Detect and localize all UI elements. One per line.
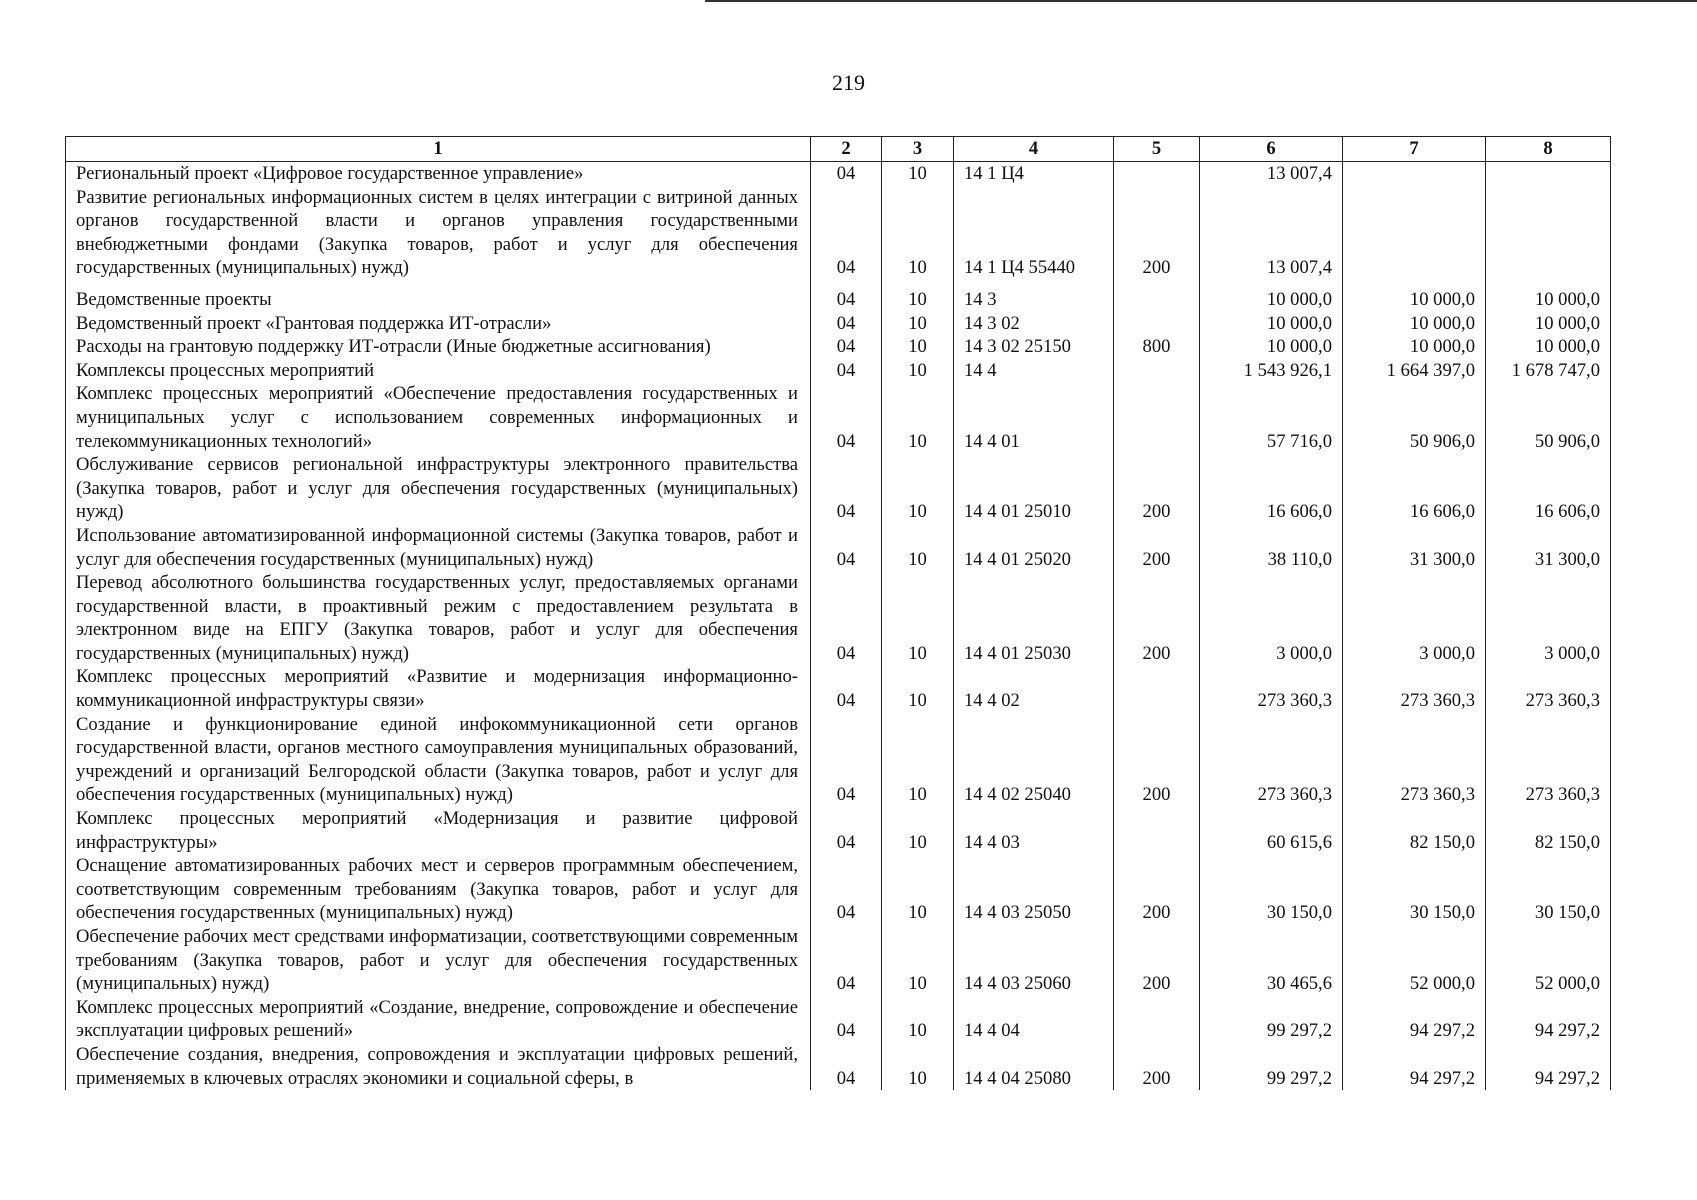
expense-type-code — [1114, 162, 1200, 186]
spacer-cell — [1343, 280, 1486, 288]
amount-col-7: 50 906,0 — [1343, 382, 1486, 453]
target-article-code: 14 4 03 25050 — [954, 854, 1114, 925]
column-header-8: 8 — [1486, 137, 1611, 162]
amount-col-6: 99 297,2 — [1200, 1043, 1343, 1090]
amount-col-7: 30 150,0 — [1343, 854, 1486, 925]
amount-col-8: 50 906,0 — [1486, 382, 1611, 453]
row-spacer — [66, 280, 1611, 288]
item-name: Комплекс процессных мероприятий «Развитие и модернизация информационно-коммуникационной инфраструктуры связи» — [66, 665, 811, 712]
amount-col-6: 10 000,0 — [1200, 312, 1343, 336]
spacer-cell — [1114, 280, 1200, 288]
header-row — [66, 137, 1611, 162]
subsection-code: 10 — [882, 288, 954, 312]
amount-col-8: 3 000,0 — [1486, 571, 1611, 665]
section-code: 04 — [811, 925, 882, 996]
expense-type-code: 200 — [1114, 524, 1200, 571]
amount-col-6: 57 716,0 — [1200, 382, 1343, 453]
expense-type-code — [1114, 665, 1200, 712]
spacer-cell — [882, 280, 954, 288]
subsection-code: 10 — [882, 665, 954, 712]
expense-type-code — [1114, 996, 1200, 1043]
subsection-code: 10 — [882, 312, 954, 336]
column-header-2: 2 — [811, 137, 882, 162]
section-code: 04 — [811, 335, 882, 359]
amount-col-7: 10 000,0 — [1343, 312, 1486, 336]
subsection-code: 10 — [882, 359, 954, 383]
column-header-6: 6 — [1200, 137, 1343, 162]
item-name: Комплекс процессных мероприятий «Обеспечение предоставления государственных и муниципальных услуг с использованием современных информационных и телекоммуникационных технологий» — [66, 382, 811, 453]
amount-col-7: 94 297,2 — [1343, 1043, 1486, 1090]
amount-col-8: 10 000,0 — [1486, 288, 1611, 312]
expense-type-code — [1114, 382, 1200, 453]
column-header-3: 3 — [882, 137, 954, 162]
amount-col-7: 16 606,0 — [1343, 453, 1486, 524]
amount-col-8: 1 678 747,0 — [1486, 359, 1611, 383]
subsection-code: 10 — [882, 713, 954, 807]
amount-col-6: 273 360,3 — [1200, 665, 1343, 712]
section-code: 04 — [811, 524, 882, 571]
table-row — [66, 925, 1611, 996]
amount-col-6: 13 007,4 — [1200, 186, 1343, 280]
amount-col-6: 16 606,0 — [1200, 453, 1343, 524]
section-code: 04 — [811, 312, 882, 336]
section-code: 04 — [811, 359, 882, 383]
amount-col-8: 10 000,0 — [1486, 335, 1611, 359]
section-code: 04 — [811, 854, 882, 925]
target-article-code: 14 3 — [954, 288, 1114, 312]
table-row — [66, 312, 1611, 336]
section-code: 04 — [811, 1043, 882, 1090]
expense-type-code: 200 — [1114, 186, 1200, 280]
amount-col-6: 38 110,0 — [1200, 524, 1343, 571]
section-code: 04 — [811, 713, 882, 807]
top-border-line — [705, 0, 1697, 2]
section-code: 04 — [811, 453, 882, 524]
table-row — [66, 359, 1611, 383]
subsection-code: 10 — [882, 996, 954, 1043]
target-article-code: 14 3 02 25150 — [954, 335, 1114, 359]
table-row — [66, 524, 1611, 571]
amount-col-8 — [1486, 162, 1611, 186]
target-article-code: 14 4 01 25010 — [954, 453, 1114, 524]
section-code: 04 — [811, 807, 882, 854]
item-name: Ведомственные проекты — [66, 288, 811, 312]
subsection-code: 10 — [882, 186, 954, 280]
target-article-code: 14 4 02 — [954, 665, 1114, 712]
expense-type-code — [1114, 359, 1200, 383]
subsection-code: 10 — [882, 524, 954, 571]
table-row — [66, 571, 1611, 665]
table-row — [66, 335, 1611, 359]
target-article-code: 14 4 01 25030 — [954, 571, 1114, 665]
expense-type-code: 200 — [1114, 571, 1200, 665]
spacer-cell — [66, 280, 811, 288]
spacer-cell — [954, 280, 1114, 288]
target-article-code: 14 3 02 — [954, 312, 1114, 336]
amount-col-7: 94 297,2 — [1343, 996, 1486, 1043]
section-code: 04 — [811, 162, 882, 186]
spacer-cell — [1200, 280, 1343, 288]
item-name: Использование автоматизированной информационной системы (Закупка товаров, работ и услуг для обеспечения государственных (муниципальных) нужд) — [66, 524, 811, 571]
item-name: Комплекс процессных мероприятий «Создание, внедрение, сопровождение и обеспечение эксплуатации цифровых решений» — [66, 996, 811, 1043]
item-name: Комплекс процессных мероприятий «Модернизация и развитие цифровой инфраструктуры» — [66, 807, 811, 854]
table-row — [66, 186, 1611, 280]
subsection-code: 10 — [882, 382, 954, 453]
amount-col-7: 273 360,3 — [1343, 713, 1486, 807]
column-header-4: 4 — [954, 137, 1114, 162]
target-article-code: 14 4 03 25060 — [954, 925, 1114, 996]
subsection-code: 10 — [882, 335, 954, 359]
amount-col-6: 273 360,3 — [1200, 713, 1343, 807]
amount-col-8 — [1486, 186, 1611, 280]
amount-col-7: 10 000,0 — [1343, 288, 1486, 312]
amount-col-6: 10 000,0 — [1200, 288, 1343, 312]
amount-col-6: 99 297,2 — [1200, 996, 1343, 1043]
section-code: 04 — [811, 382, 882, 453]
table-row — [66, 854, 1611, 925]
section-code: 04 — [811, 288, 882, 312]
item-name: Оснащение автоматизированных рабочих мест и серверов программным обеспечением, соответствующим современным требованиям (Закупка товаров, работ и услуг для обеспечения государственных (муниципальных) нужд) — [66, 854, 811, 925]
amount-col-6: 13 007,4 — [1200, 162, 1343, 186]
amount-col-8: 273 360,3 — [1486, 665, 1611, 712]
item-name: Обеспечение создания, внедрения, сопровождения и эксплуатации цифровых решений, применяемых в ключевых отраслях экономики и социальной сферы, в — [66, 1043, 811, 1090]
expense-type-code: 200 — [1114, 713, 1200, 807]
table-row — [66, 807, 1611, 854]
amount-col-6: 30 465,6 — [1200, 925, 1343, 996]
table-row — [66, 162, 1611, 186]
spacer-cell — [811, 280, 882, 288]
amount-col-7: 31 300,0 — [1343, 524, 1486, 571]
amount-col-7 — [1343, 162, 1486, 186]
amount-col-7 — [1343, 186, 1486, 280]
amount-col-8: 31 300,0 — [1486, 524, 1611, 571]
section-code: 04 — [811, 186, 882, 280]
expense-type-code: 800 — [1114, 335, 1200, 359]
subsection-code: 10 — [882, 807, 954, 854]
subsection-code: 10 — [882, 162, 954, 186]
subsection-code: 10 — [882, 1043, 954, 1090]
target-article-code: 14 4 04 — [954, 996, 1114, 1043]
amount-col-6: 60 615,6 — [1200, 807, 1343, 854]
subsection-code: 10 — [882, 925, 954, 996]
amount-col-6: 10 000,0 — [1200, 335, 1343, 359]
expense-type-code: 200 — [1114, 925, 1200, 996]
expense-type-code: 200 — [1114, 453, 1200, 524]
spacer-cell — [1486, 280, 1611, 288]
table-body — [66, 162, 1611, 1091]
expense-type-code: 200 — [1114, 854, 1200, 925]
target-article-code: 14 1 Ц4 — [954, 162, 1114, 186]
amount-col-7: 3 000,0 — [1343, 571, 1486, 665]
column-header-1: 1 — [66, 137, 811, 162]
table-row — [66, 996, 1611, 1043]
expense-type-code — [1114, 312, 1200, 336]
amount-col-8: 82 150,0 — [1486, 807, 1611, 854]
target-article-code: 14 4 04 25080 — [954, 1043, 1114, 1090]
item-name: Комплексы процессных мероприятий — [66, 359, 811, 383]
column-header-5: 5 — [1114, 137, 1200, 162]
amount-col-8: 273 360,3 — [1486, 713, 1611, 807]
amount-col-6: 30 150,0 — [1200, 854, 1343, 925]
item-name: Расходы на грантовую поддержку ИТ-отрасли (Иные бюджетные ассигнования) — [66, 335, 811, 359]
amount-col-6: 1 543 926,1 — [1200, 359, 1343, 383]
amount-col-7: 52 000,0 — [1343, 925, 1486, 996]
amount-col-8: 94 297,2 — [1486, 996, 1611, 1043]
item-name: Развитие региональных информационных систем в целях интеграции с витриной данных органов государственной власти и органов управления государственными внебюджетными фондами (Закупка товаров, работ и услуг для обеспечения государственных (муниципальных) нужд) — [66, 186, 811, 280]
expense-type-code — [1114, 807, 1200, 854]
amount-col-8: 10 000,0 — [1486, 312, 1611, 336]
table-row — [66, 1043, 1611, 1090]
item-name: Перевод абсолютного большинства государственных услуг, предоставляемых органами государственной власти, в проактивный режим с предоставлением результата в электронном виде на ЕПГУ (Закупка товаров, работ и услуг для обеспечения государственных (муниципальных) нужд) — [66, 571, 811, 665]
target-article-code: 14 4 — [954, 359, 1114, 383]
subsection-code: 10 — [882, 854, 954, 925]
amount-col-7: 273 360,3 — [1343, 665, 1486, 712]
target-article-code: 14 1 Ц4 55440 — [954, 186, 1114, 280]
table-row — [66, 713, 1611, 807]
item-name: Создание и функционирование единой инфокоммуникационной сети органов государственной власти, органов местного самоуправления муниципальных образований, учреждений и организаций Белгородской области (Закупка товаров, работ и услуг для обеспечения государственных (муниципальных) нужд) — [66, 713, 811, 807]
item-name: Региональный проект «Цифровое государственное управление» — [66, 162, 811, 186]
item-name: Обеспечение рабочих мест средствами информатизации, соответствующими современным требованиям (Закупка товаров, работ и услуг для обеспечения государственных (муниципальных) нужд) — [66, 925, 811, 996]
target-article-code: 14 4 03 — [954, 807, 1114, 854]
budget-table — [65, 136, 1611, 1090]
subsection-code: 10 — [882, 571, 954, 665]
item-name: Ведомственный проект «Грантовая поддержка ИТ-отрасли» — [66, 312, 811, 336]
target-article-code: 14 4 01 25020 — [954, 524, 1114, 571]
section-code: 04 — [811, 996, 882, 1043]
target-article-code: 14 4 02 25040 — [954, 713, 1114, 807]
column-header-7: 7 — [1343, 137, 1486, 162]
amount-col-8: 52 000,0 — [1486, 925, 1611, 996]
target-article-code: 14 4 01 — [954, 382, 1114, 453]
page-number: 219 — [832, 70, 865, 95]
amount-col-8: 94 297,2 — [1486, 1043, 1611, 1090]
amount-col-8: 16 606,0 — [1486, 453, 1611, 524]
section-code: 04 — [811, 665, 882, 712]
table-row — [66, 453, 1611, 524]
expense-type-code — [1114, 288, 1200, 312]
item-name: Обслуживание сервисов региональной инфраструктуры электронного правительства (Закупка товаров, работ и услуг для обеспечения государственных (муниципальных) нужд) — [66, 453, 811, 524]
table-row — [66, 288, 1611, 312]
amount-col-7: 82 150,0 — [1343, 807, 1486, 854]
amount-col-8: 30 150,0 — [1486, 854, 1611, 925]
amount-col-6: 3 000,0 — [1200, 571, 1343, 665]
section-code: 04 — [811, 571, 882, 665]
table-row — [66, 382, 1611, 453]
amount-col-7: 10 000,0 — [1343, 335, 1486, 359]
amount-col-7: 1 664 397,0 — [1343, 359, 1486, 383]
expense-type-code: 200 — [1114, 1043, 1200, 1090]
table-row — [66, 665, 1611, 712]
subsection-code: 10 — [882, 453, 954, 524]
